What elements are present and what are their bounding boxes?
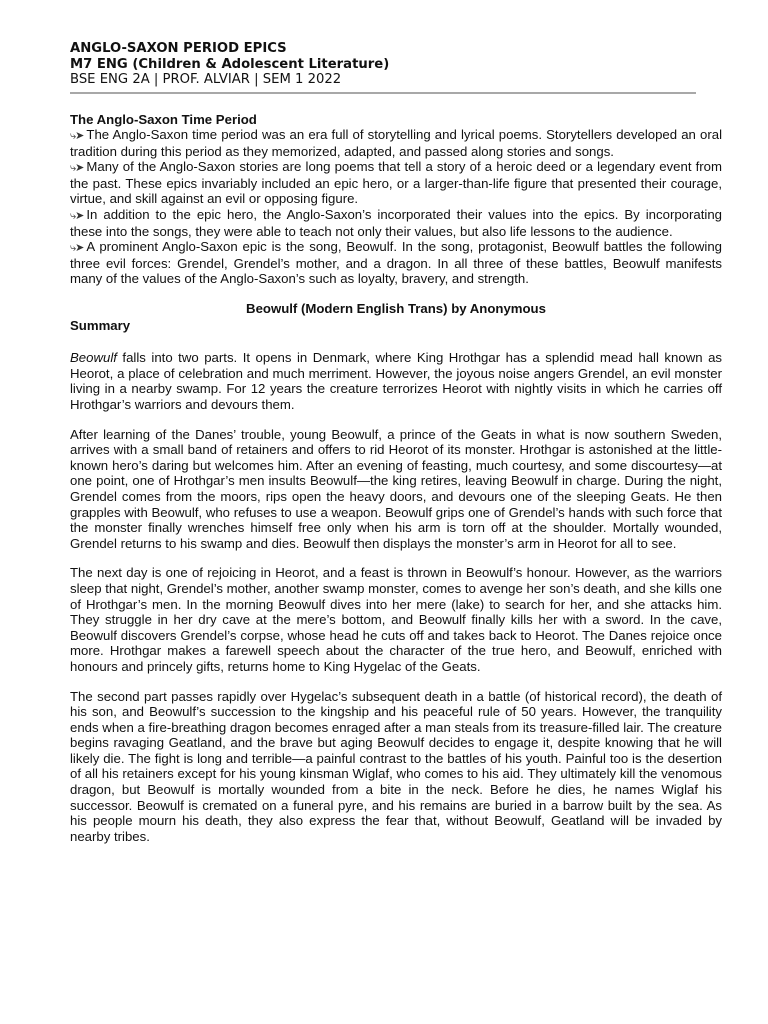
- bullet-text: A prominent Anglo-Saxon epic is the song, Beowulf. In the song, protagonist, Beowulf battles the following three evil forces: Grendel, Grendel’s mother, and a dragon. In all three of these battles, Beowulf manifests many of the values of the Anglo-Saxon’s such as loyalty, bravery, and strength.: [70, 239, 722, 287]
- document-page: [70, 41, 722, 844]
- bullet-text: The Anglo-Saxon time period was an era full of storytelling and lyrical poems. Storytellers developed an oral tradition during this period as they memorized, adapted, and passed along stories and songs.: [70, 127, 722, 159]
- summary-body: [70, 350, 722, 844]
- summary-paragraph-2: After learning of the Danes’ trouble, young Beowulf, a prince of the Geats in what is now southern Sweden, arrives with a small band of retainers and offers to rid Heorot of its monster. Hrothgar is astonished at the little-known hero’s daring but welcomes him. After an evening of feasting, much courtesy, and some discourtesy—at one point, one of Hrothgar’s men insults Beowulf—the king retires, leaving Beowulf in charge. During the night, Grendel comes from the moors, rips open the heavy doors, and devours one of the sleeping Geats. He then grapples with Beowulf, who refuses to use a weapon. Beowulf grips one of Grendel’s hands with such force that the monster finally wrenches himself free only when his arm is torn off at the shoulder. Mortally wounded, Grendel returns to his swamp and dies. Beowulf then displays the monster’s arm in Heorot for all to see.: [70, 426, 722, 551]
- beowulf-italic: Beowulf: [70, 350, 117, 366]
- intro-bullet-3: [70, 207, 722, 239]
- bullet-text: Many of the Anglo-Saxon stories are long poems that tell a story of a heroic deed or a legendary event from the past. These epics invariably included an epic hero, or a larger-than-life figure that presented their courage, virtue, and skill against an evil or opposing figure.: [70, 159, 722, 207]
- intro-bullet-4: [70, 239, 722, 287]
- summary-paragraph-4: The second part passes rapidly over Hygelac’s subsequent death in a battle (of historical record), the death of his son, and Beowulf’s succession to the kingship and his peaceful rule of 50 years. However, the tranquility ends when a fire-breathing dragon becomes enraged after a man steals from its treasure-filled lair. The creature begins ravaging Geatland, and the brave but aging Beowulf decides to engage it, despite knowing that he will likely die. The fight is long and terrible—a painful contrast to the battles of his youth. Painful too is the desertion of all his retainers except for his young kinsman Wiglaf, who comes to his aid. They ultimately kill the venomous dragon, but Beowulf is mortally wounded from a bite in the neck. Before he dies, he names Wiglaf his successor. Beowulf is cremated on a funeral pyre, and his remains are buried in a barrow built by the sea. As his people mourn his death, they also express the fear that, without Beowulf, Geatland will be invaded by nearby tribes.: [70, 688, 722, 844]
- header-title: ANGLO-SAXON PERIOD EPICS: [70, 41, 287, 56]
- header-course: M7 ENG (Children & Adolescent Literature): [70, 56, 390, 72]
- summary-paragraph-1: [70, 350, 722, 412]
- arrow-icon: ⤷➤: [70, 161, 84, 175]
- summary-paragraph-3: The next day is one of rejoicing in Heorot, and a feast is thrown in Beowulf’s honour. However, as the warriors sleep that night, Grendel’s mother, another swamp monster, comes to avenge her son’s death, and she kills one of Hrothgar’s men. In the morning Beowulf dives into her mere (lake) to search for her, and she attacks him. They struggle in her dry cave at the mere’s bottom, and Beowulf finally kills her with a sword. In the cave, Beowulf discovers Grendel’s corpse, whose head he cuts off and takes back to Heorot. The Danes rejoice once more. Hrothgar makes a farewell speech about the character of the true hero, and Beowulf, enriched with honours and princely gifts, returns home to King Hygelac of the Geats.: [70, 565, 722, 674]
- arrow-icon: ⤷➤: [70, 241, 84, 255]
- intro-bullet-1: [70, 127, 722, 159]
- paragraph-text: falls into two parts. It opens in Denmark, where King Hrothgar has a splendid mead hall known as Heorot, a place of celebration and much merriment. However, the joyous noise angers Grendel, an evil monster living in a nearby swamp. For 12 years the creature terrorizes Heorot with nightly visits in which he carries off Hrothgar’s warriors and devours them.: [70, 350, 722, 412]
- summary-heading: Summary: [70, 317, 131, 333]
- intro-bullet-2: [70, 159, 722, 207]
- arrow-icon: ⤷➤: [70, 129, 84, 143]
- arrow-icon: ⤷➤: [70, 209, 84, 223]
- header-divider: [70, 92, 696, 94]
- section-title-time-period: The Anglo-Saxon Time Period: [70, 111, 257, 127]
- beowulf-title: Beowulf (Modern English Trans) by Anonymous: [246, 301, 546, 317]
- intro-bullets: [70, 127, 722, 287]
- bullet-text: In addition to the epic hero, the Anglo-Saxon’s incorporated their values into the epics. By incorporating these into the songs, they were able to teach not only their values, but also life lessons to the audience.: [70, 207, 722, 239]
- header-class-info: BSE ENG 2A | PROF. ALVIAR | SEM 1 2022: [70, 72, 342, 87]
